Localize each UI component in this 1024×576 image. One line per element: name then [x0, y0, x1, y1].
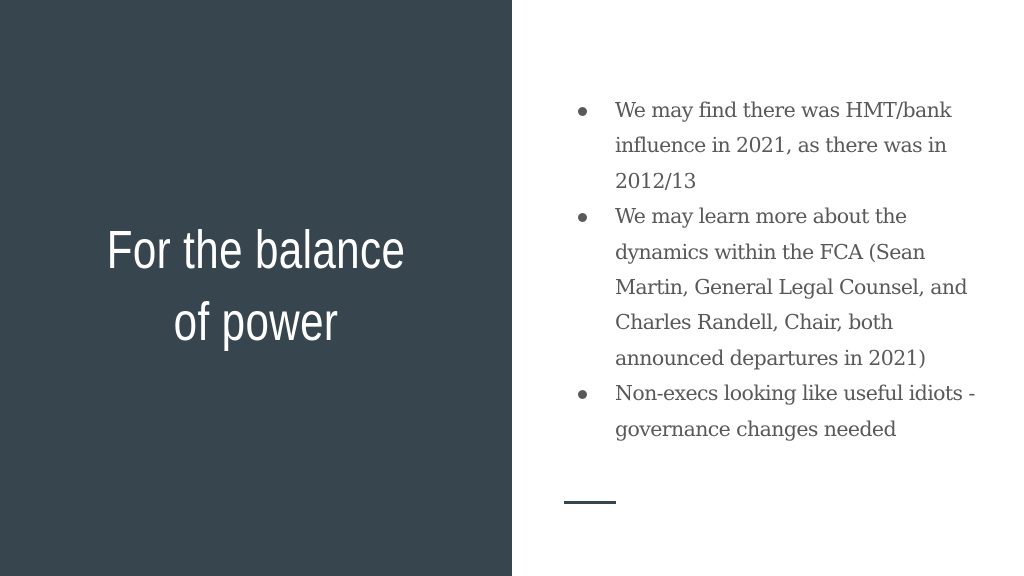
bullet-item	[566, 199, 986, 376]
bullet-list	[566, 93, 986, 447]
accent-divider	[564, 501, 616, 504]
bullet-text: Non-execs looking like useful idiots - governance changes needed	[615, 381, 975, 441]
slide-title: For the balance of power	[106, 220, 406, 352]
bullet-text: We may find there was HMT/bank influence in 2021, as there was in 2012/13	[615, 98, 952, 193]
bullet-item	[566, 376, 986, 447]
bullet-dot-icon	[578, 107, 587, 116]
bullet-text: We may learn more about the dynamics within the FCA (Sean Martin, General Legal Counsel, and Charles Randell, Chair, both announced departures in 2021)	[615, 204, 967, 370]
bullet-dot-icon	[578, 213, 587, 222]
bullet-item	[566, 93, 986, 199]
bullet-dot-icon	[578, 390, 587, 399]
